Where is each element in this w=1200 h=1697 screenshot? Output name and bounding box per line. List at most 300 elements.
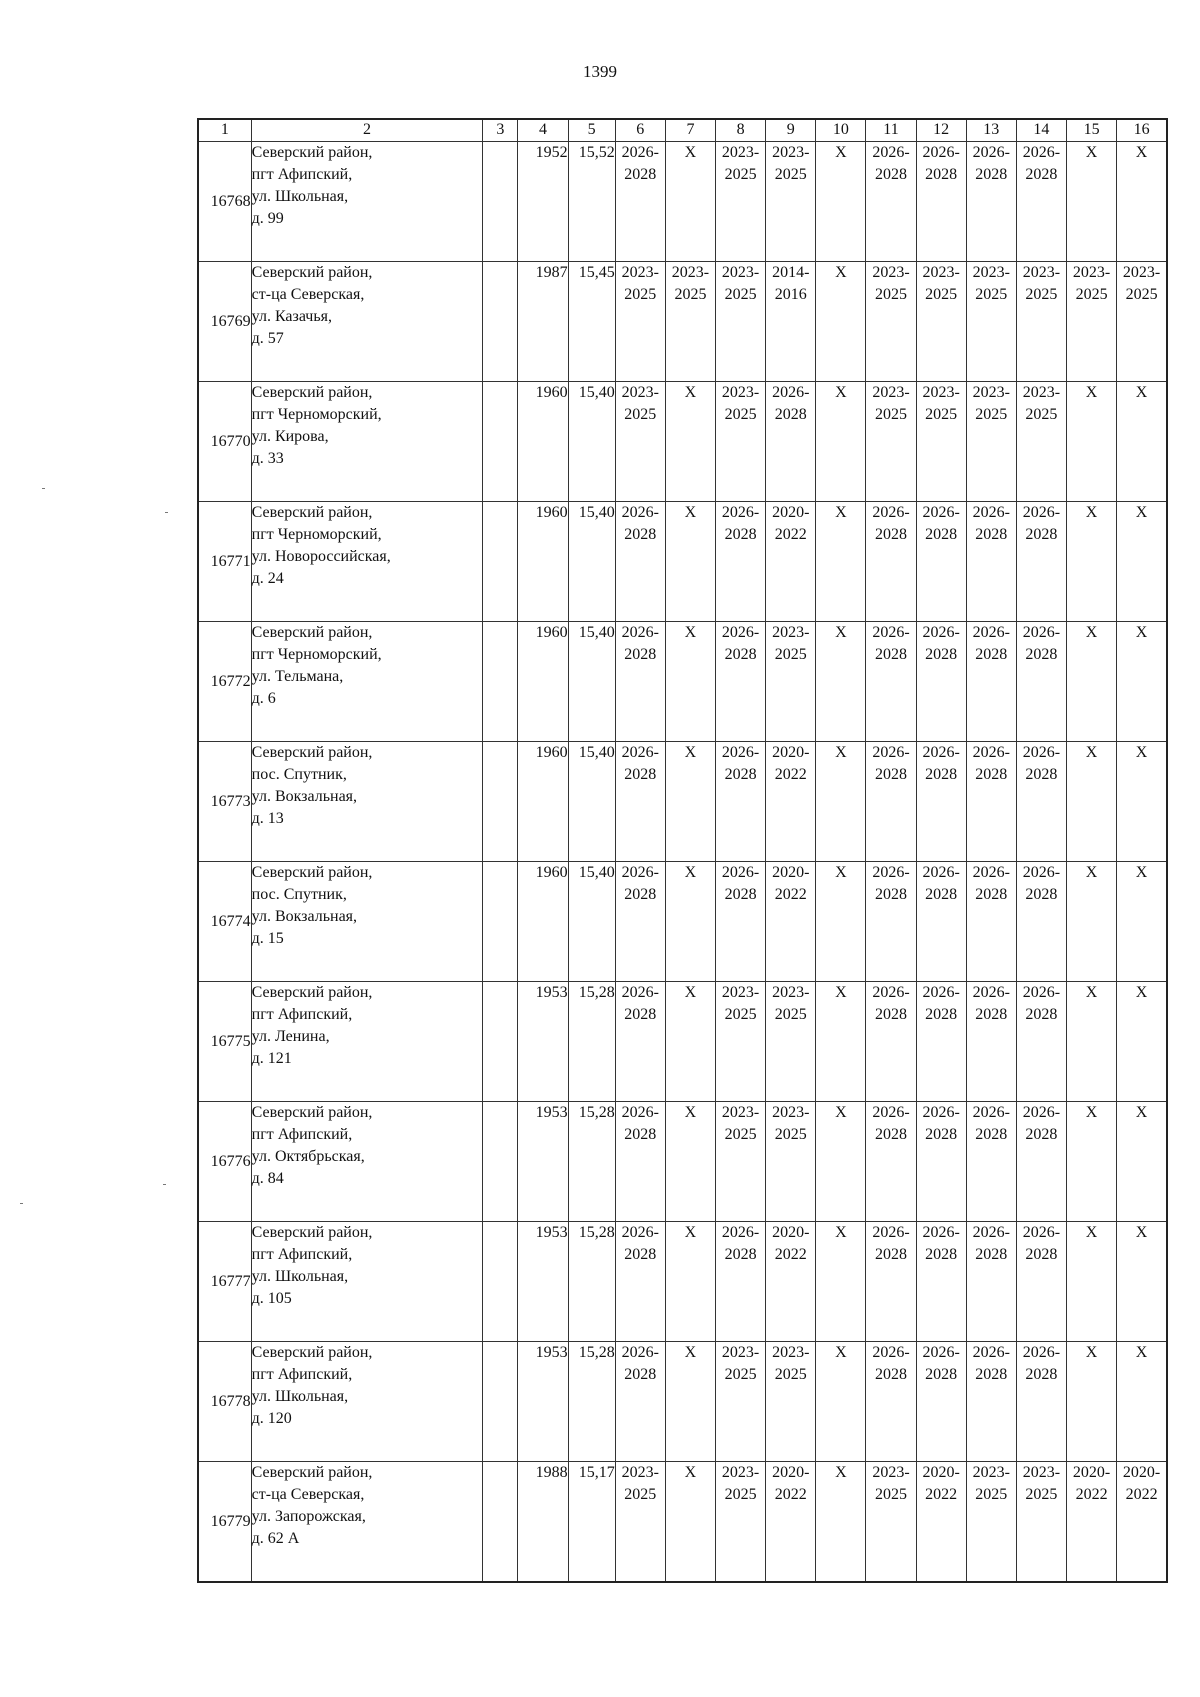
empty-cell (483, 1222, 518, 1342)
period-start: 2026- (922, 1344, 960, 1361)
period-cell (966, 142, 1016, 262)
period-end: 2028 (975, 1246, 1008, 1263)
period-end: 2028 (1025, 646, 1058, 663)
empty-cell (483, 742, 518, 862)
period-end: 2028 (624, 1006, 657, 1023)
period-start: 2026- (972, 144, 1010, 161)
address-line: пгт Черноморский, (251, 406, 382, 423)
period-end: 2025 (674, 286, 707, 303)
not-applicable-cell: X (665, 622, 715, 742)
period-end: 2028 (875, 1006, 907, 1023)
address-cell (251, 622, 483, 742)
empty-cell (483, 262, 518, 382)
column-header-3: 3 (483, 119, 518, 142)
address-line: ул. Школьная, (251, 1388, 349, 1405)
not-applicable-cell: X (1067, 742, 1117, 862)
value-cell: 15,28 (568, 1222, 615, 1342)
period-end: 2028 (925, 1246, 958, 1263)
value-cell: 15,28 (568, 982, 615, 1102)
table-row (198, 622, 1167, 742)
period-end: 2028 (875, 646, 907, 663)
period-start: 2026- (1022, 1224, 1061, 1241)
scan-mark (42, 488, 45, 489)
period-end: 2028 (925, 766, 958, 783)
period-cell (716, 742, 766, 862)
period-start: 2026- (721, 744, 760, 761)
not-applicable-cell: X (665, 502, 715, 622)
value-cell: 15,40 (568, 862, 615, 982)
period-cell (615, 622, 665, 742)
period-end: 2028 (1025, 766, 1058, 783)
row-id-cell: 16779 (198, 1462, 251, 1583)
value-cell: 15,40 (568, 502, 615, 622)
period-end: 2028 (624, 1366, 657, 1383)
period-end: 2016 (774, 286, 807, 303)
period-cell (766, 142, 816, 262)
period-start: 2023- (621, 264, 659, 281)
period-start: 2026- (721, 1224, 760, 1241)
column-header-11: 11 (866, 119, 916, 142)
period-cell (615, 982, 665, 1102)
period-end: 2025 (975, 406, 1008, 423)
address-line: пгт Черноморский, (251, 526, 382, 543)
address-cell (251, 862, 483, 982)
not-applicable-cell: X (1117, 1102, 1167, 1222)
period-end: 2025 (875, 406, 907, 423)
address-line: Северский район, (251, 264, 373, 281)
address-line: Северский район, (251, 984, 373, 1001)
period-start: 2026- (1022, 1104, 1061, 1121)
period-cell (866, 1342, 916, 1462)
address-line: пгт Афипский, (251, 1126, 353, 1143)
row-id-cell: 16773 (198, 742, 251, 862)
not-applicable-cell: X (665, 1102, 715, 1222)
year-cell: 1953 (518, 1342, 568, 1462)
address-line: пос. Спутник, (251, 886, 347, 903)
address-cell (251, 502, 483, 622)
period-end: 2025 (624, 286, 657, 303)
period-start: 2026- (872, 864, 910, 881)
value-cell: 15,28 (568, 1102, 615, 1222)
period-start: 2023- (721, 984, 760, 1001)
period-start: 2020- (772, 1464, 810, 1481)
period-end: 2028 (875, 1126, 907, 1143)
period-start: 2023- (772, 624, 810, 641)
period-start: 2023- (772, 1104, 810, 1121)
empty-cell (483, 622, 518, 742)
address-line: пгт Афипский, (251, 1006, 353, 1023)
column-header-14: 14 (1016, 119, 1066, 142)
period-end: 2028 (975, 646, 1008, 663)
period-end: 2028 (925, 526, 958, 543)
period-cell (966, 502, 1016, 622)
period-cell (615, 1342, 665, 1462)
period-end: 2028 (975, 1366, 1008, 1383)
period-end: 2028 (925, 166, 958, 183)
year-cell: 1987 (518, 262, 568, 382)
not-applicable-cell: X (1117, 982, 1167, 1102)
not-applicable-cell: X (1067, 622, 1117, 742)
year-cell: 1953 (518, 982, 568, 1102)
table-row (198, 1102, 1167, 1222)
period-start: 2026- (1022, 624, 1061, 641)
not-applicable-cell: X (816, 982, 866, 1102)
address-line: д. 57 (251, 330, 284, 347)
period-end: 2028 (975, 766, 1008, 783)
period-start: 2026- (922, 1104, 960, 1121)
period-end: 2028 (925, 886, 958, 903)
period-start: 2026- (972, 1344, 1010, 1361)
period-end: 2025 (724, 1006, 757, 1023)
period-start: 2026- (922, 504, 960, 521)
not-applicable-cell: X (1117, 622, 1167, 742)
period-end: 2028 (975, 166, 1008, 183)
period-cell (615, 502, 665, 622)
period-cell (1067, 1462, 1117, 1583)
period-start: 2026- (922, 624, 960, 641)
not-applicable-cell: X (665, 1462, 715, 1583)
period-cell (766, 742, 816, 862)
year-cell: 1952 (518, 142, 568, 262)
address-line: ст-ца Северская, (251, 286, 365, 303)
period-cell (1016, 742, 1066, 862)
not-applicable-cell: X (1117, 142, 1167, 262)
period-end: 2028 (975, 526, 1008, 543)
period-cell (766, 862, 816, 982)
period-start: 2023- (1072, 264, 1111, 281)
empty-cell (483, 1102, 518, 1222)
period-cell (916, 1102, 966, 1222)
period-start: 2026- (1022, 984, 1061, 1001)
address-line: д. 105 (251, 1290, 292, 1307)
address-line: Северский район, (251, 1224, 373, 1241)
period-end: 2022 (774, 886, 807, 903)
period-cell (716, 1102, 766, 1222)
period-start: 2026- (1022, 504, 1061, 521)
address-line: пгт Черноморский, (251, 646, 382, 663)
period-cell (665, 262, 715, 382)
header-row (198, 119, 1167, 142)
period-end: 2028 (624, 1126, 657, 1143)
address-line: ул. Запорожская, (251, 1508, 366, 1525)
period-start: 2023- (922, 264, 960, 281)
address-line: ул. Казачья, (251, 308, 332, 325)
period-start: 2026- (922, 864, 960, 881)
period-start: 2026- (872, 744, 910, 761)
column-header-6: 6 (615, 119, 665, 142)
period-cell (766, 1102, 816, 1222)
period-cell (1016, 1462, 1066, 1583)
period-cell (966, 982, 1016, 1102)
period-end: 2028 (925, 646, 958, 663)
period-start: 2026- (922, 144, 960, 161)
period-cell (615, 742, 665, 862)
not-applicable-cell: X (1117, 1222, 1167, 1342)
address-line: д. 62 А (251, 1530, 300, 1547)
period-end: 2025 (724, 286, 757, 303)
period-start: 2026- (621, 1104, 659, 1121)
year-cell: 1988 (518, 1462, 568, 1583)
period-start: 2023- (721, 384, 760, 401)
not-applicable-cell: X (816, 1342, 866, 1462)
period-end: 2028 (1025, 526, 1058, 543)
period-cell (866, 742, 916, 862)
period-cell (866, 982, 916, 1102)
address-line: д. 121 (251, 1050, 292, 1067)
period-end: 2028 (875, 1366, 907, 1383)
period-cell (766, 502, 816, 622)
period-cell (866, 382, 916, 502)
period-cell (716, 502, 766, 622)
period-end: 2028 (1025, 166, 1058, 183)
address-line: Северский район, (251, 384, 373, 401)
row-id-cell: 16777 (198, 1222, 251, 1342)
period-start: 2026- (621, 744, 659, 761)
period-start: 2023- (872, 1464, 910, 1481)
period-cell (966, 1102, 1016, 1222)
not-applicable-cell: X (816, 622, 866, 742)
period-end: 2028 (875, 766, 907, 783)
period-cell (766, 1462, 816, 1583)
scan-mark (20, 1203, 23, 1204)
column-header-16: 16 (1117, 119, 1167, 142)
value-cell: 15,40 (568, 742, 615, 862)
empty-cell (483, 382, 518, 502)
year-cell: 1953 (518, 1102, 568, 1222)
not-applicable-cell: X (816, 1222, 866, 1342)
period-end: 2025 (624, 1486, 657, 1503)
period-cell (866, 862, 916, 982)
period-cell (866, 142, 916, 262)
period-cell (615, 1462, 665, 1583)
period-cell (1016, 982, 1066, 1102)
address-line: д. 120 (251, 1410, 292, 1427)
period-end: 2028 (1025, 1126, 1058, 1143)
address-cell (251, 1102, 483, 1222)
column-header-13: 13 (966, 119, 1016, 142)
column-header-15: 15 (1067, 119, 1117, 142)
period-end: 2022 (774, 1486, 807, 1503)
period-start: 2014- (772, 264, 810, 281)
not-applicable-cell: X (816, 142, 866, 262)
not-applicable-cell: X (1067, 982, 1117, 1102)
row-id-cell: 16769 (198, 262, 251, 382)
period-cell (716, 382, 766, 502)
not-applicable-cell: X (816, 1102, 866, 1222)
column-header-5: 5 (568, 119, 615, 142)
not-applicable-cell: X (665, 742, 715, 862)
period-end: 2025 (774, 1006, 807, 1023)
not-applicable-cell: X (665, 382, 715, 502)
period-start: 2026- (621, 1344, 659, 1361)
period-end: 2025 (875, 286, 907, 303)
empty-cell (483, 502, 518, 622)
period-start: 2026- (621, 144, 659, 161)
period-start: 2023- (721, 144, 760, 161)
not-applicable-cell: X (1067, 382, 1117, 502)
address-line: Северский район, (251, 504, 373, 521)
address-line: ул. Вокзальная, (251, 908, 358, 925)
not-applicable-cell: X (1067, 1102, 1117, 1222)
period-cell (766, 1222, 816, 1342)
registry-table (197, 118, 1168, 1583)
not-applicable-cell: X (816, 742, 866, 862)
table-body (198, 142, 1167, 1583)
period-cell (1016, 262, 1066, 382)
period-start: 2023- (972, 1464, 1010, 1481)
not-applicable-cell: X (665, 142, 715, 262)
period-end: 2028 (925, 1006, 958, 1023)
table-row (198, 142, 1167, 262)
row-id-cell: 16768 (198, 142, 251, 262)
period-cell (916, 142, 966, 262)
address-line: Северский район, (251, 624, 373, 641)
period-start: 2023- (772, 144, 810, 161)
period-start: 2023- (772, 1344, 810, 1361)
period-start: 2026- (621, 984, 659, 1001)
period-cell (1016, 1102, 1066, 1222)
period-end: 2025 (624, 406, 657, 423)
column-header-10: 10 (816, 119, 866, 142)
period-cell (1016, 1342, 1066, 1462)
empty-cell (483, 142, 518, 262)
period-start: 2023- (872, 384, 910, 401)
table-header (198, 119, 1167, 142)
period-end: 2028 (1025, 1246, 1058, 1263)
year-cell: 1960 (518, 502, 568, 622)
period-cell (716, 1342, 766, 1462)
period-end: 2028 (975, 886, 1008, 903)
row-id-cell: 16770 (198, 382, 251, 502)
period-cell (615, 1102, 665, 1222)
column-header-7: 7 (665, 119, 715, 142)
period-cell (766, 622, 816, 742)
period-end: 2025 (724, 166, 757, 183)
not-applicable-cell: X (816, 1462, 866, 1583)
period-end: 2022 (774, 1246, 807, 1263)
period-start: 2023- (721, 264, 760, 281)
column-header-8: 8 (716, 119, 766, 142)
period-end: 2028 (1025, 886, 1058, 903)
period-end: 2025 (975, 286, 1008, 303)
period-start: 2023- (1122, 264, 1161, 281)
period-start: 2023- (621, 384, 659, 401)
period-cell (716, 262, 766, 382)
period-start: 2026- (721, 624, 760, 641)
period-end: 2028 (975, 1006, 1008, 1023)
period-cell (1016, 502, 1066, 622)
period-start: 2023- (1022, 264, 1061, 281)
period-start: 2023- (772, 984, 810, 1001)
value-cell: 15,52 (568, 142, 615, 262)
period-cell (1016, 1222, 1066, 1342)
period-end: 2025 (1125, 286, 1158, 303)
period-cell (1016, 862, 1066, 982)
period-end: 2028 (1025, 1006, 1058, 1023)
period-start: 2026- (872, 144, 910, 161)
period-start: 2023- (972, 384, 1010, 401)
period-cell (966, 1462, 1016, 1583)
table-row (198, 982, 1167, 1102)
period-cell (866, 262, 916, 382)
period-cell (916, 502, 966, 622)
period-cell (716, 982, 766, 1102)
value-cell: 15,40 (568, 622, 615, 742)
period-start: 2026- (872, 1344, 910, 1361)
period-cell (1016, 622, 1066, 742)
period-start: 2023- (621, 1464, 659, 1481)
period-end: 2025 (925, 286, 958, 303)
period-cell (916, 262, 966, 382)
period-start: 2026- (872, 504, 910, 521)
period-start: 2026- (872, 1224, 910, 1241)
not-applicable-cell: X (665, 862, 715, 982)
address-cell (251, 1462, 483, 1583)
address-line: Северский район, (251, 744, 373, 761)
period-end: 2028 (724, 526, 757, 543)
period-start: 2026- (872, 624, 910, 641)
period-start: 2026- (972, 504, 1010, 521)
period-start: 2023- (1022, 384, 1061, 401)
period-cell (916, 1222, 966, 1342)
period-start: 2023- (972, 264, 1010, 281)
period-start: 2026- (1022, 744, 1061, 761)
year-cell: 1953 (518, 1222, 568, 1342)
not-applicable-cell: X (1117, 742, 1167, 862)
period-cell (866, 1222, 916, 1342)
column-header-2: 2 (251, 119, 483, 142)
row-id-cell: 16772 (198, 622, 251, 742)
period-cell (966, 262, 1016, 382)
period-start: 2026- (772, 384, 810, 401)
address-line: ул. Октябрьская, (251, 1148, 365, 1165)
period-cell (716, 1462, 766, 1583)
period-start: 2026- (1022, 864, 1061, 881)
period-start: 2023- (922, 384, 960, 401)
period-cell (916, 982, 966, 1102)
table-row (198, 262, 1167, 382)
period-start: 2026- (922, 984, 960, 1001)
address-cell (251, 1342, 483, 1462)
period-cell (716, 142, 766, 262)
period-start: 2026- (621, 864, 659, 881)
address-line: ул. Кирова, (251, 428, 329, 445)
value-cell: 15,28 (568, 1342, 615, 1462)
period-start: 2026- (872, 984, 910, 1001)
not-applicable-cell: X (816, 382, 866, 502)
address-line: д. 84 (251, 1170, 284, 1187)
empty-cell (483, 1462, 518, 1583)
period-start: 2023- (721, 1464, 760, 1481)
period-start: 2020- (772, 744, 810, 761)
period-end: 2028 (1025, 1366, 1058, 1383)
period-cell (916, 1342, 966, 1462)
address-cell (251, 1222, 483, 1342)
period-end: 2028 (624, 886, 657, 903)
period-end: 2028 (875, 166, 907, 183)
address-line: ул. Вокзальная, (251, 788, 358, 805)
period-cell (615, 382, 665, 502)
address-line: д. 24 (251, 570, 284, 587)
period-end: 2025 (774, 166, 807, 183)
period-end: 2025 (1025, 1486, 1058, 1503)
row-id-cell: 16774 (198, 862, 251, 982)
not-applicable-cell: X (1117, 862, 1167, 982)
period-start: 2026- (972, 1104, 1010, 1121)
address-line: Северский район, (251, 1344, 373, 1361)
period-cell (1016, 142, 1066, 262)
period-cell (615, 142, 665, 262)
